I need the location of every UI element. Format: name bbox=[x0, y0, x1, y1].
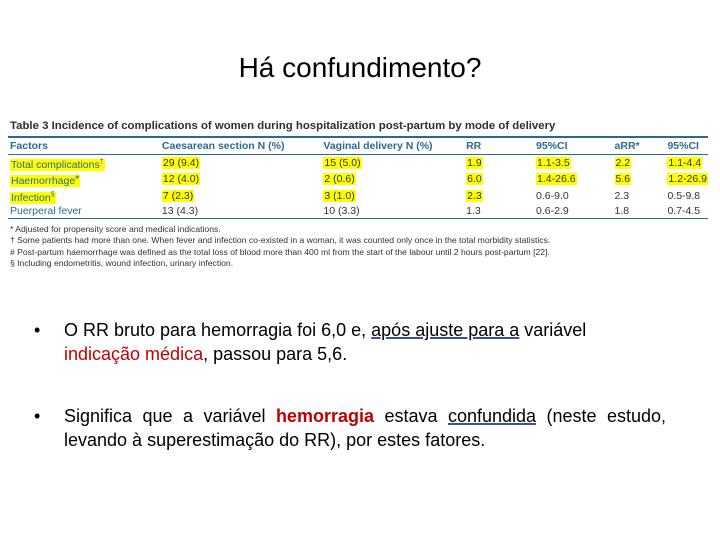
arr-cell: 2.2 bbox=[615, 156, 631, 169]
incidence-table-figure bbox=[8, 118, 708, 270]
ci-cell: 1.1-3.5 bbox=[537, 156, 570, 169]
arr-cell: 1.8 bbox=[614, 204, 630, 217]
header-vaginal: Vaginal delivery N (%) bbox=[323, 140, 433, 152]
rr-cell: 1.3 bbox=[466, 204, 481, 217]
table-row bbox=[8, 155, 708, 172]
vaginal-cell: 15 (5.0) bbox=[324, 156, 361, 169]
footnote: # Post-partum haemorrhage was defined as the total loss of blood more than 400 ml from the start of the labour until 2 hours post-partum [22]. bbox=[10, 246, 550, 257]
caesarean-cell: 13 (4.3) bbox=[161, 204, 199, 217]
arr-cell: 5.6 bbox=[615, 173, 631, 186]
caesarean-cell: 29 (9.4) bbox=[162, 156, 200, 169]
rr-cell: 6.0 bbox=[467, 173, 482, 186]
footnote: † Some patients had more than one. When fever and infection co-existed in a woman, it was counted only once in the total morbidity statistics. bbox=[10, 235, 551, 246]
bullet-dot: • bbox=[34, 406, 41, 426]
caesarean-cell: 12 (4.0) bbox=[162, 173, 200, 186]
caesarean-cell: 7 (2.3) bbox=[162, 189, 194, 202]
table-row bbox=[8, 188, 708, 205]
table-row bbox=[8, 205, 708, 218]
bullet-text: O RR bruto para hemorragia foi 6,0 e, após ajuste para a variável indicação médica, passou para 5,6. bbox=[64, 320, 587, 364]
incidence-table bbox=[8, 138, 708, 218]
table-header-row bbox=[8, 138, 708, 154]
vaginal-cell: 2 (0.6) bbox=[324, 173, 355, 186]
bullet-item bbox=[34, 318, 666, 366]
rr-cell: 1.9 bbox=[467, 156, 482, 169]
table-row bbox=[8, 172, 708, 189]
bullet-dot: • bbox=[34, 320, 41, 340]
table-footnotes bbox=[8, 224, 708, 270]
table-caption: Table 3 Incidence of complications of women during hospitalization post-partum by mode of delivery bbox=[10, 120, 556, 132]
footnote: * Adjusted for propensity score and medical indications. bbox=[10, 223, 221, 234]
ci-cell: 0.6-2.9 bbox=[536, 204, 569, 217]
bullet-text: Significa que a variável hemorragia estava confundida (neste estudo, levando à superestimação do RR), por estes fatores. bbox=[64, 406, 666, 450]
header-rr: RR bbox=[466, 140, 482, 152]
aci-cell: 1.2-26.9 bbox=[668, 173, 707, 186]
footnote: § Including endometritis, wound infection, urinary infection. bbox=[10, 258, 234, 269]
aci-cell: 0.7-4.5 bbox=[667, 204, 701, 217]
aci-cell: 1.1-4.4 bbox=[668, 156, 702, 169]
ci-cell: 1.4-26.6 bbox=[537, 173, 576, 186]
vaginal-cell: 10 (3.3) bbox=[323, 204, 360, 217]
bullet-list bbox=[34, 318, 666, 452]
aci-cell: 0.5-9.8 bbox=[667, 189, 701, 202]
header-factors: Factors bbox=[10, 140, 48, 152]
factor-cell: Puerperal fever bbox=[10, 204, 82, 217]
arr-cell: 2.3 bbox=[614, 189, 630, 202]
ci-cell: 0.6-9.0 bbox=[536, 189, 569, 202]
header-ci: 95%CI bbox=[536, 140, 568, 152]
slide-title: Há confundimento? bbox=[238, 52, 482, 83]
header-arr: aRR* bbox=[614, 140, 640, 152]
factor-cell: Haemorrhage# bbox=[11, 174, 80, 187]
factor-cell: Total complications† bbox=[11, 158, 104, 171]
header-caesarean: Caesarean section N (%) bbox=[161, 140, 285, 152]
vaginal-cell: 3 (1.0) bbox=[324, 189, 355, 202]
bullet-item bbox=[34, 404, 666, 452]
factor-cell: Infection§ bbox=[11, 191, 55, 204]
header-aci: 95%CI bbox=[667, 140, 699, 152]
rr-cell: 2.3 bbox=[467, 189, 482, 202]
table-bottom-rule bbox=[8, 218, 708, 219]
